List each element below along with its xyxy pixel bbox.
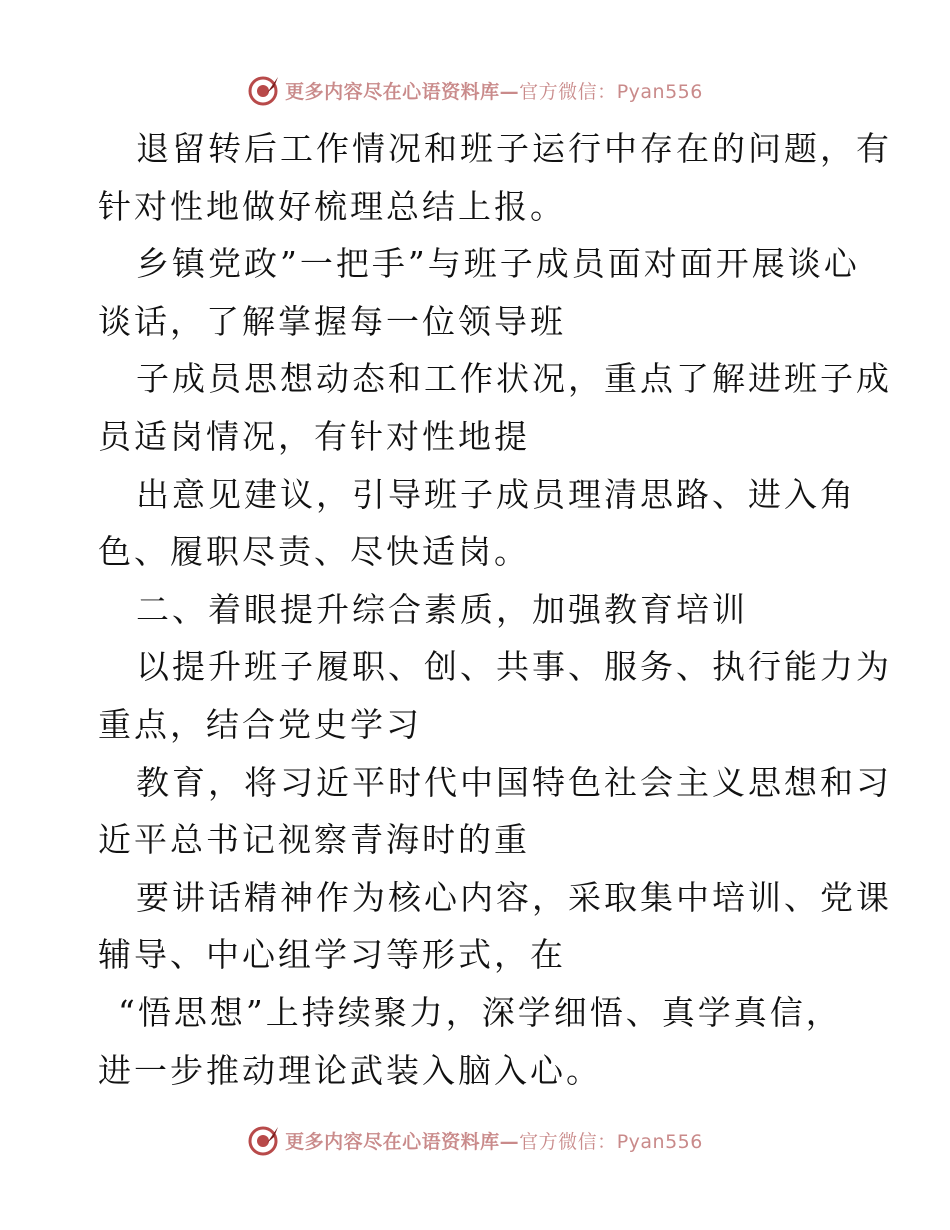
body-line: 色、履职尽责、尽快适岗。 [98,532,530,572]
body-line: 以提升班子履职、创、共事、服务、执行能力为 [136,647,892,687]
body-line: “悟思想”上持续聚力，深学细悟、真学真信， [118,992,842,1032]
section-heading: 二、着眼提升综合素质，加强教育培训 [136,589,748,629]
body-line: 退留转后工作情况和班子运行中存在的问题，有 [136,129,892,168]
body-line: 辅导、中心组学习等形式，在 [98,935,566,975]
body-line: 乡镇党政”一把手”与班子成员面对面开展谈心 [136,244,860,284]
body-line: 近平总书记视察青海时的重 [98,820,530,860]
body-line: 针对性地做好梳理总结上报。 [98,186,566,226]
footer-watermark [0,1120,950,1160]
body-line: 出意见建议，引导班子成员理清思路、进入角 [136,474,856,514]
header-watermark [0,70,950,110]
watermark-text: 更多内容尽在心语资料库—官方微信：Pyan556 [285,1130,703,1153]
body-line: 要讲话精神作为核心内容，采取集中培训、党课 [136,877,892,917]
body-line: 进一步推动理论武装入脑入心。 [98,1050,602,1090]
body-line: 重点，结合党史学习 [98,704,422,744]
quill-logo-icon [247,1123,281,1157]
watermark-text: 更多内容尽在心语资料库—官方微信：Pyan556 [285,80,703,103]
body-line: 子成员思想动态和工作状况，重点了解进班子成 [136,359,892,399]
body-line: 谈话，了解掌握每一位领导班 [98,301,566,341]
quill-logo-icon [247,73,281,107]
document-body [98,120,892,1099]
body-line: 员适岗情况，有针对性地提 [98,416,530,456]
body-line: 教育，将习近平时代中国特色社会主义思想和习 [136,762,892,802]
